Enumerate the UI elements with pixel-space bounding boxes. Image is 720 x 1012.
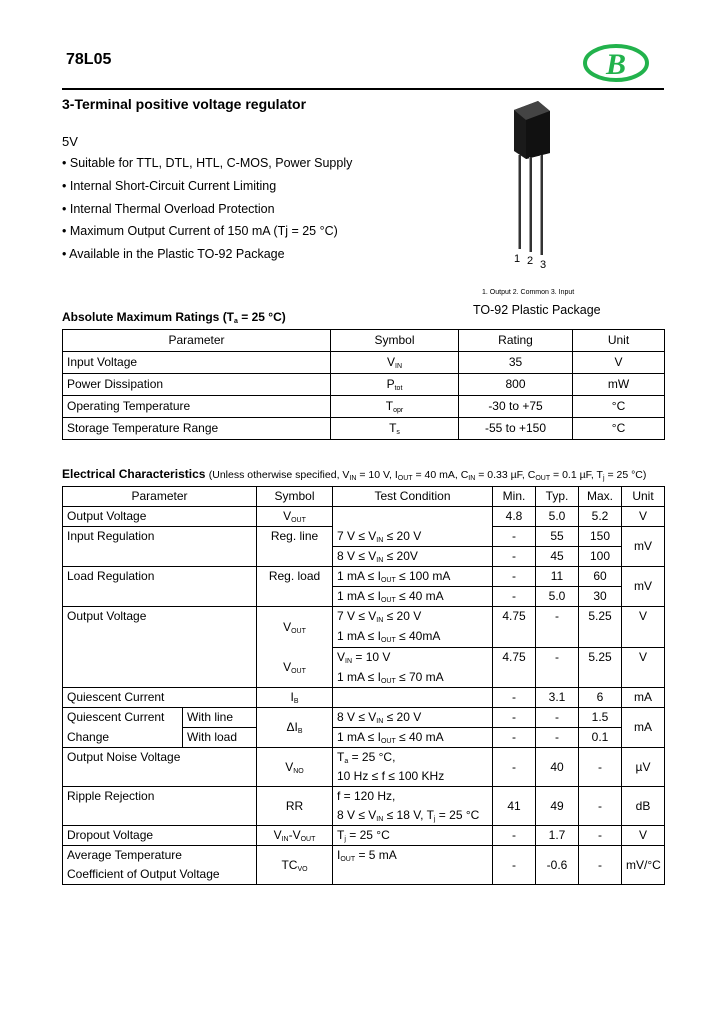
table-row: Average Temperature $TC_{VO}$ $I_{OUT} = 5$ mA - -0.6 - mV/°C xyxy=(63,846,665,866)
table-row: 8 $V \le V_{IN} \le 20V$ - 45 100 xyxy=(63,547,665,567)
table-row: $V_{IN} = 10$ V 4.75 - 5.25 V xyxy=(63,647,665,667)
feature-item: • Available in the Plastic TO-92 Package xyxy=(62,247,285,261)
table-row: Input Regulation Reg. line 7 $V \le V_{IN} \le 20$ V - 55 150 mV xyxy=(63,527,665,547)
table-row: Operating Temperature $T_{opr}$ -30 to +75 °C xyxy=(63,396,665,418)
table-row: 8 $V \le V_{IN} \le 18$ V, $T_j = 25$ °C xyxy=(63,806,665,826)
table-row: Ripple Rejection RR f = 120 Hz, 41 49 - dB xyxy=(63,787,665,807)
table-row: Output Noise Voltage $V_{NO}$ $T_a = 25$ °C, - 40 - µV xyxy=(63,748,665,768)
feature-item: • Internal Short-Circuit Current Limiting xyxy=(62,179,277,193)
column-header: Unit xyxy=(573,330,665,352)
part-number: 78L05 xyxy=(66,51,112,68)
table-row: Input Voltage $V_{IN}$ 35 V xyxy=(63,352,665,374)
pin-number: 2 xyxy=(527,255,534,267)
table-header-row xyxy=(63,330,665,352)
table-row: 10 Hz ≤ f ≤ 100 KHz xyxy=(63,767,665,787)
pin-legend: 1. Output 2. Common 3. Input xyxy=(482,289,575,296)
table-row: Load Regulation Reg. load 1 mA ≤ $I_{OUT} \le 100$ mA - 11 60 mV xyxy=(63,567,665,587)
package-name: TO-92 Plastic Package xyxy=(473,303,601,317)
table-row: Output Voltage $V_{OUT}$ $V_{OUT}$ 7 $V \le V_{IN} \le 20$ V 4.75 - 5.25 V xyxy=(63,607,665,627)
column-header: Rating xyxy=(459,330,573,352)
table-row: Power Dissipation $P_{tot}$ 800 mW xyxy=(63,374,665,396)
pin-number: 3 xyxy=(540,259,547,271)
logo-letter: B xyxy=(605,48,627,81)
table-row: Quiescent Current With line $\Delta I_B$ 8 $V \le V_{IN} \le 20$ V - - 1.5 mA xyxy=(63,708,665,728)
header-rule xyxy=(62,88,664,90)
table-row: Dropout Voltage $V_{IN}-V_{OUT}$ $T_j = 25$ °C - 1.7 - V xyxy=(63,826,665,846)
to92-package-drawing xyxy=(500,95,570,275)
feature-item: • Maximum Output Current of 150 mA (Tj = 25 °C) xyxy=(62,224,338,238)
document-title: 3-Terminal positive voltage regulator xyxy=(62,96,307,112)
feature-item: • Internal Thermal Overload Protection xyxy=(62,202,275,216)
table-row: 1 mA ≤ $I_{OUT} \le 40mA$ xyxy=(63,627,665,647)
brand-logo xyxy=(583,44,649,82)
column-header: Parameter xyxy=(63,330,331,352)
table-row: 1 mA ≤ $I_{OUT} \le 40$ mA - 5.0 30 xyxy=(63,587,665,607)
pin-number: 1 xyxy=(514,253,521,265)
table-header-row: Parameter Symbol Test Condition Min. Typ. Max. Unit xyxy=(63,487,665,507)
table-row: Coefficient of Output Voltage xyxy=(63,865,665,885)
table-row: Quiescent Current $I_B$ - 3.1 6 mA xyxy=(63,688,665,708)
table-row: Output Voltage $V_{OUT}$ 4.8 5.0 5.2 V xyxy=(63,507,665,527)
table-row: Storage Temperature Range $T_s$ -55 to +150 °C xyxy=(63,418,665,440)
electrical-heading: Electrical Characteristics (Unless otherwise specified, $V_{IN} = 10$ V, $I_{OUT} = 40$ mA, $C_{IN} = 0.33$ µF, $C_{OUT} = 0.1$ µF, $T_j = 25$ °C) xyxy=(62,467,647,482)
output-voltage: 5V xyxy=(62,134,78,149)
table-row: Change With load 1 mA ≤ $I_{OUT} \le 40$ mA - - 0.1 xyxy=(63,728,665,748)
abs-max-table xyxy=(62,329,665,440)
abs-max-heading: Absolute Maximum Ratings ($T_a = 25$ °C) xyxy=(62,310,286,325)
feature-item: • Suitable for TTL, DTL, HTL, C-MOS, Power Supply xyxy=(62,156,353,170)
electrical-table xyxy=(62,486,665,885)
column-header: Symbol xyxy=(331,330,459,352)
table-row: 1 mA ≤ $I_{OUT} \le 70$ mA xyxy=(63,667,665,687)
